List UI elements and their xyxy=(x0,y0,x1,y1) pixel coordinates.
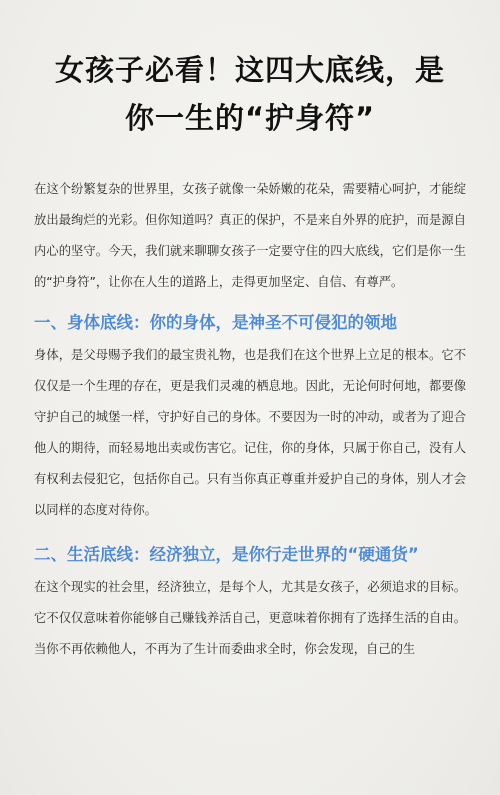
section-paragraph-body-boundary: 身体，是父母赐予我们的最宝贵礼物，也是我们在这个世界上立足的根本。它不仅仅是一个生理的存在，更是我们灵魂的栖息地。因此，无论何时何地，都要像守护自己的城堡一样，守护好自己的身体。不要因为一时的冲动，或者为了迎合他人的期待，而轻易地出卖或伤害它。记住，你的身体，只属于你自己，没有人有权利去侵犯它，包括你自己。只有当你真正尊重并爱护自己的身体，别人才会以同样的态度对待你。 xyxy=(34,348,466,517)
article-body xyxy=(34,174,466,665)
section-heading-body-boundary: 一、身体底线：你的身体，是神圣不可侵犯的领地 xyxy=(34,313,397,332)
section-heading-life-boundary: 二、生活底线：经济独立，是你行走世界的“硬通货” xyxy=(34,545,419,564)
article-title xyxy=(34,0,466,142)
title-line-1: 女孩子必看！这四大底线，是 xyxy=(54,53,445,87)
section-paragraph-life-boundary: 在这个现实的社会里，经济独立，是每个人，尤其是女孩子，必须追求的目标。它不仅仅意味着你能够自己赚钱养活自己，更意味着你拥有了选择生活的自由。当你不再依赖他人，不再为了生计而委曲求全时，你会发现，自己的生 xyxy=(34,580,466,656)
title-line-2: 你一生的“护身符” xyxy=(124,101,376,135)
intro-paragraph: 在这个纷繁复杂的世界里，女孩子就像一朵娇嫩的花朵，需要精心呵护，才能绽放出最绚烂的光彩。但你知道吗？真正的保护，不是来自外界的庇护，而是源自内心的坚守。今天，我们就来聊聊女孩子一定要守住的四大底线，它们是你一生的“护身符”，让你在人生的道路上，走得更加坚定、自信、有尊严。 xyxy=(34,182,466,289)
